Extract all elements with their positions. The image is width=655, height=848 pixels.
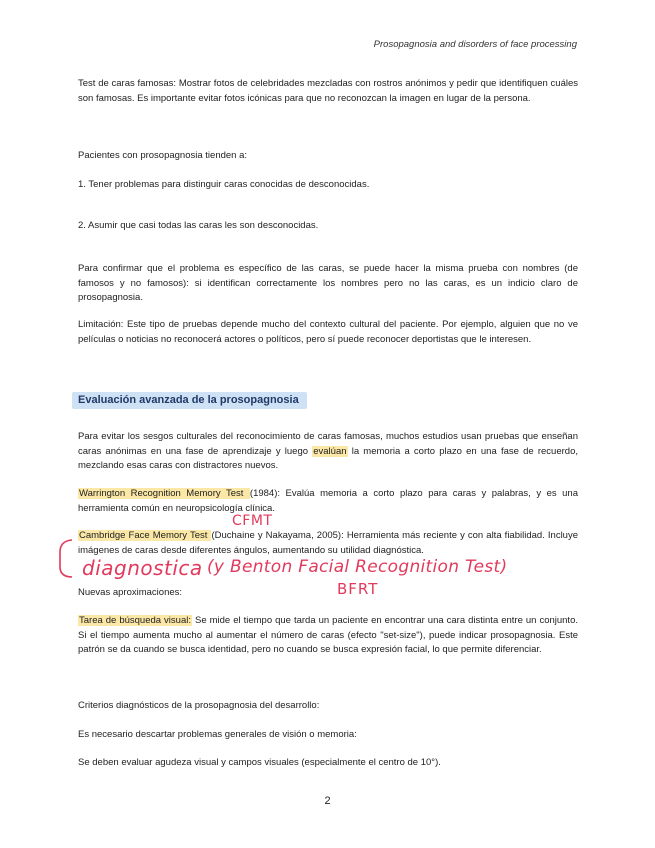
cambridge-paragraph — [78, 529, 578, 558]
handwritten-benton: (y Benton Facial Recognition Test) — [207, 557, 508, 577]
confirm-paragraph: Para confirmar que el problema es específico de las caras, se puede hacer la misma prueba con nombres (de famosos y no famosos): si identifican correctamente los nombres pero no las caras, es un indicio claro de prosopagnosia. — [78, 263, 578, 303]
list-item-1: 1. Tener problemas para distinguir caras conocidas de desconocidas. — [78, 179, 370, 190]
new-approaches-paragraph: Nuevas aproximaciones: — [78, 587, 183, 598]
acuity-paragraph: Se deben evaluar agudeza visual y campos visuales (especialmente el centro de 10°). — [78, 757, 441, 768]
avoid-bias-text-pre: Para evitar los sesgos culturales del reconocimiento de caras famosas, muchos estudios usan pruebas que enseñan caras anónimas en una fase de aprendizaje y luego — [78, 431, 578, 457]
handwritten-cfmt: CFMT — [232, 513, 273, 529]
limitation-paragraph: Limitación: Este tipo de pruebas depende mucho del contexto cultural del paciente. Por ejemplo, alguien que no ve películas o noticias no reconocerá actores o políticos, pero sí puede reconocer deportistas que le interesen. — [78, 319, 578, 345]
warrington-highlight: Warrington Recognition Memory Test — [79, 488, 249, 499]
cambridge-highlight: Cambridge Face Memory Test — [79, 530, 211, 541]
avoid-bias-text-post: la memoria a corto plazo en una fase de recuerdo, mezclando esas caras con distractores nuevos. — [78, 445, 578, 471]
tend-to-paragraph: Pacientes con prosopagnosia tienden a: — [78, 150, 248, 161]
cambridge-text: (Duchaine y Nakayama, 2005): Herramienta más reciente y con alta fiabilidad. Incluye imágenes de caras desde diferentes ángulos, aumentando su utilidad diagnóstica. — [78, 530, 578, 556]
rule-out-paragraph: Es necesario descartar problemas generales de visión o memoria: — [78, 729, 357, 740]
visual-search-paragraph — [78, 614, 578, 658]
criteria-paragraph: Criterios diagnósticos de la prosopagnosia del desarrollo: — [78, 700, 320, 711]
page-number: 2 — [324, 795, 331, 807]
running-header: Prosopagnosia and disorders of face processing — [373, 39, 577, 50]
list-item-2: 2. Asumir que casi todas las caras les son desconocidas. — [78, 220, 319, 231]
evaluan-highlight: evalúan — [313, 445, 347, 457]
section-heading: Evaluación avanzada de la prosopagnosia — [72, 392, 307, 409]
visual-search-text: Se mide el tiempo que tarda un paciente en encontrar una cara distinta entre un conjunto. Si el tiempo aumenta mucho al aumentar el número de caras (efecto "set-size"), puede indicar prosopagnosia. Este patrón se da cuando se busca identidad, pero no cuando se busca expresión facial, lo que permite diferenciar. — [78, 615, 578, 655]
handwritten-diagnostica: diagnostica — [82, 556, 203, 580]
visual-search-highlight: Tarea de búsqueda visual: — [79, 615, 191, 626]
handwritten-bracket — [60, 540, 72, 577]
famous-faces-paragraph: Test de caras famosas: Mostrar fotos de celebridades mezcladas con rostros anónimos y pedir que identifiquen cuáles son famosas. Es importante evitar fotos icónicas para que no reconozcan la imagen en lugar de la persona. — [78, 78, 578, 104]
warrington-paragraph — [78, 487, 578, 516]
warrington-text: (1984): Evalúa memoria a corto plazo para caras y palabras, y es una herramienta común en neuropsicología clínica. — [78, 488, 578, 514]
handwritten-bfrt: BFRT — [337, 580, 379, 598]
avoid-bias-paragraph — [78, 430, 578, 474]
